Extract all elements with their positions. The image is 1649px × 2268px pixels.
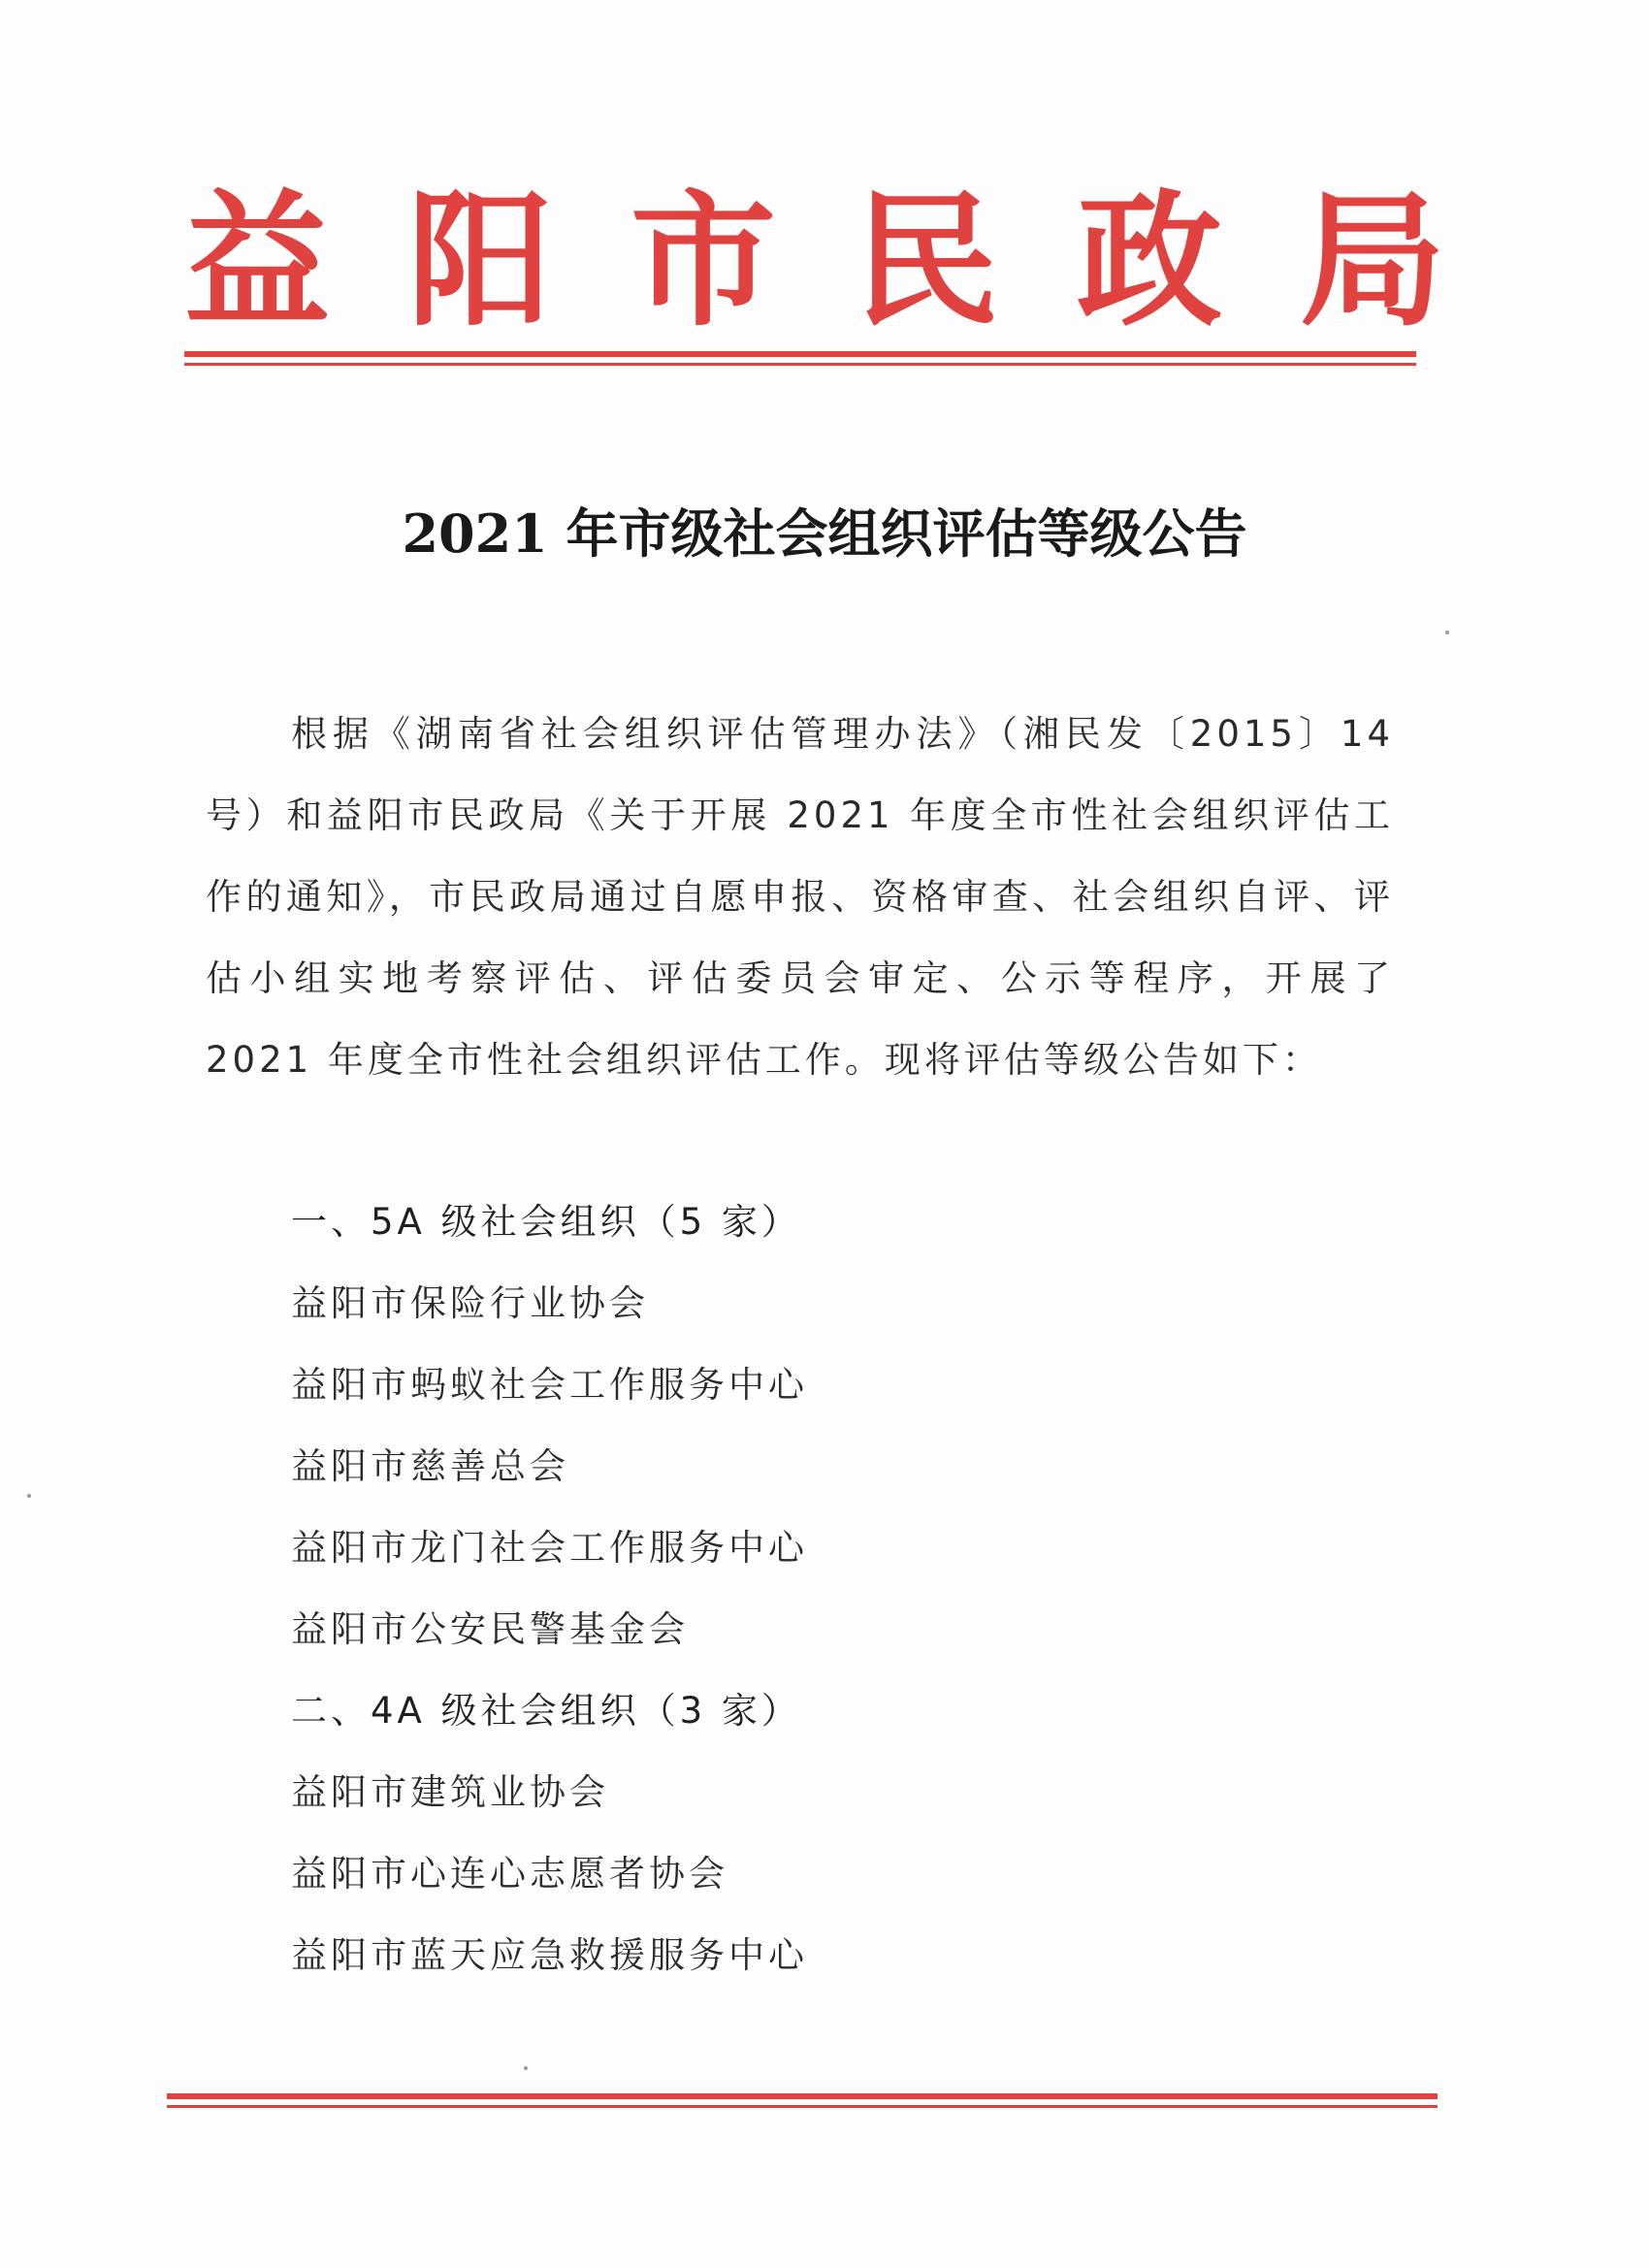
list-item: 益阳市慈善总会 xyxy=(291,1445,569,1487)
intro-paragraph: 根据《湖南省社会组织评估管理办法》（湘民发〔2015〕14 号）和益阳市民政局《关于开展 2021 年度全市性社会组织评估工作的通知》，市民政局通过自愿申报、资格审查、社会组织自评、评估小组实地考察评估、评估委员会审定、公示等程序，开展了 2021 年度全市性社会组织评估工作。现将评估等级公告如下： xyxy=(206,713,1394,1081)
scan-speck xyxy=(27,1494,31,1498)
rating-list xyxy=(291,1182,1358,1996)
scan-speck xyxy=(1445,631,1449,634)
list-item: 益阳市心连心志愿者协会 xyxy=(291,1853,728,1895)
header-rule-thin xyxy=(184,363,1416,366)
masthead-char: 局 xyxy=(1299,178,1445,346)
list-item: 益阳市公安民警基金会 xyxy=(291,1608,689,1650)
masthead-char: 益 xyxy=(184,178,331,346)
masthead-char: 市 xyxy=(630,178,776,346)
section-heading-5a: 一、5A 级社会组织（5 家） xyxy=(291,1201,801,1243)
list-item: 益阳市龙门社会工作服务中心 xyxy=(291,1527,808,1569)
section-heading-4a: 二、4A 级社会组织（3 家） xyxy=(291,1690,801,1732)
header-rule-thick xyxy=(184,351,1416,357)
list-item: 益阳市建筑业协会 xyxy=(291,1771,609,1813)
list-item: 益阳市蓝天应急救援服务中心 xyxy=(291,1934,808,1976)
masthead-char: 政 xyxy=(1076,178,1222,346)
footer-rule-thin xyxy=(167,2105,1438,2108)
list-item: 益阳市保险行业协会 xyxy=(291,1282,649,1324)
document-body xyxy=(206,694,1394,1101)
scan-speck xyxy=(524,2066,528,2070)
document-title: 2021 年市级社会组织评估等级公告 xyxy=(402,502,1247,565)
masthead-char: 民 xyxy=(853,178,999,346)
footer-rule-thick xyxy=(167,2093,1438,2099)
masthead-char: 阳 xyxy=(406,178,553,346)
list-item: 益阳市蚂蚁社会工作服务中心 xyxy=(291,1364,808,1406)
masthead xyxy=(184,179,1445,344)
